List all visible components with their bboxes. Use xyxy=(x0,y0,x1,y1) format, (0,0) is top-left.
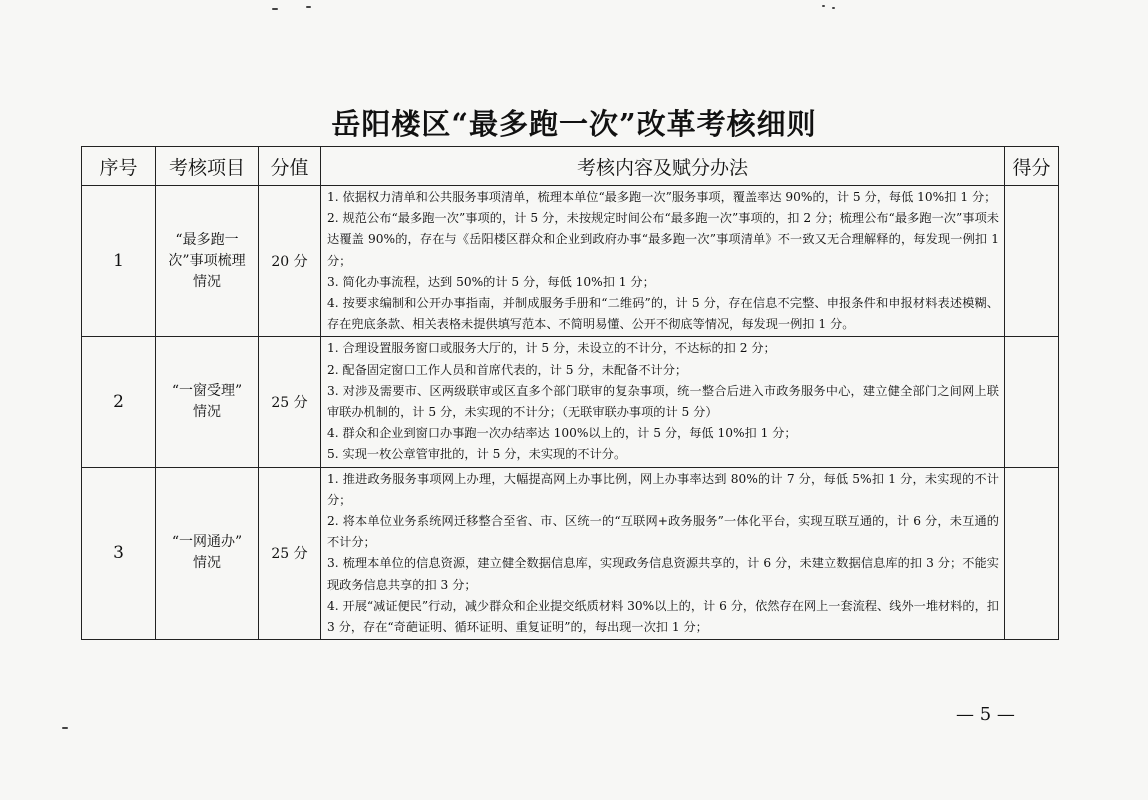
row-number: 1 xyxy=(82,186,156,337)
row-score-entry[interactable] xyxy=(1005,337,1059,467)
header-score: 分值 xyxy=(259,147,321,186)
header-got: 得分 xyxy=(1005,147,1059,186)
assessment-table xyxy=(81,146,1059,640)
page-number: — 5 — xyxy=(956,704,1015,725)
document-title: 岳阳楼区“最多跑一次”改革考核细则 xyxy=(331,107,817,141)
header-item: 考核项目 xyxy=(156,147,259,186)
row-item xyxy=(156,337,259,467)
scan-speck xyxy=(62,727,68,729)
row-score: 25 分 xyxy=(259,467,321,640)
content-clause: 3. 对涉及需要市、区两级联审或区直多个部门联审的复杂事项，统一整合后进入市政务服务中心，建立健全部门之间网上联审联办机制的，计 5 分，未实现的不计分；（无联审联办事项的计 5 分） xyxy=(327,383,999,420)
header-no: 序号 xyxy=(82,147,156,186)
row-score-entry[interactable] xyxy=(1005,467,1059,640)
row-score: 20 分 xyxy=(259,186,321,337)
row-item xyxy=(156,186,259,337)
row-content xyxy=(321,337,1005,467)
row-number: 3 xyxy=(82,467,156,640)
scan-speck xyxy=(272,8,278,10)
content-clause: 4. 开展“减证便民”行动，减少群众和企业提交纸质材料 30%以上的，计 6 分，依然存在网上一套流程、线外一堆材料的，扣 3 分，存在“奇葩证明、循环证明、重复证明”的，每出现一次扣 1 分； xyxy=(327,598,999,635)
row-item-line: 情况 xyxy=(193,273,221,290)
content-clause: 5. 实现一枚公章管审批的，计 5 分，未实现的不计分。 xyxy=(327,447,627,462)
content-clause: 1. 依据权力清单和公共服务事项清单，梳理本单位“最多跑一次”服务事项，覆盖率达 90%的，计 5 分，每低 10%扣 1 分； xyxy=(327,190,997,204)
row-item-line: “一网通办” xyxy=(171,534,243,551)
scan-speck xyxy=(306,6,311,8)
table-header-row xyxy=(82,147,1059,186)
scan-speck xyxy=(832,7,835,9)
content-clause: 1. 推进政务服务事项网上办理，大幅提高网上办事比例，网上办事率达到 80%的计 7 分，每低 5%扣 1 分，未实现的不计分； xyxy=(327,471,999,507)
content-clause: 2. 将本单位业务系统网迁移整合至省、市、区统一的“互联网+政务服务”一体化平台，实现互联互通的，计 6 分，未互通的不计分； xyxy=(327,514,999,550)
content-clause: 2. 规范公布“最多跑一次”事项的，计 5 分，未按规定时间公布“最多跑一次”事项的，扣 2 分；梳理公布“最多跑一次”事项未达覆盖 90%的，存在与《岳阳楼区群众和企业到政府办事“最多跑一次”事项清单》不一致又无合理解释的，每发现一例扣 1 分； xyxy=(327,211,999,268)
content-clause: 2. 配备固定窗口工作人员和首席代表的，计 5 分，未配备不计分； xyxy=(327,362,688,377)
row-item-line: 情况 xyxy=(193,404,221,421)
table-row xyxy=(82,186,1059,337)
row-content xyxy=(321,186,1005,337)
content-clause: 3. 梳理本单位的信息资源，建立健全数据信息库，实现政务信息资源共享的，计 6 分，未建立数据信息库的扣 3 分；不能实现政务信息共享的扣 3 分； xyxy=(327,556,999,592)
table-row xyxy=(82,337,1059,467)
row-score: 25 分 xyxy=(259,337,321,467)
header-content: 考核内容及赋分办法 xyxy=(321,147,1005,186)
content-clause: 4. 按要求编制和公开办事指南，并制成服务手册和“二维码”的，计 5 分，存在信息不完整、申报条件和申报材料表述模糊、存在兜底条款、相关表格未提供填写范本、不简明易懂、公开不彻底等情况，每发现一例扣 1 分。 xyxy=(327,296,999,332)
row-number: 2 xyxy=(82,337,156,467)
content-clause: 1. 合理设置服务窗口或服务大厅的，计 5 分，未设立的不计分，不达标的扣 2 分； xyxy=(327,341,776,356)
row-content xyxy=(321,467,1005,640)
content-clause: 3. 简化办事流程，达到 50%的计 5 分，每低 10%扣 1 分； xyxy=(327,274,655,289)
row-item-line: “最多跑一 xyxy=(175,231,239,248)
row-score-entry[interactable] xyxy=(1005,186,1059,337)
row-item-line: 次”事项梳理 xyxy=(168,252,246,269)
row-item-line: “一窗受理” xyxy=(171,383,243,400)
row-item-line: 情况 xyxy=(193,555,221,572)
row-item xyxy=(156,467,259,640)
scan-speck xyxy=(822,5,825,7)
content-clause: 4. 群众和企业到窗口办事跑一次办结率达 100%以上的，计 5 分，每低 10%扣 1 分； xyxy=(327,426,797,441)
table-row xyxy=(82,467,1059,640)
